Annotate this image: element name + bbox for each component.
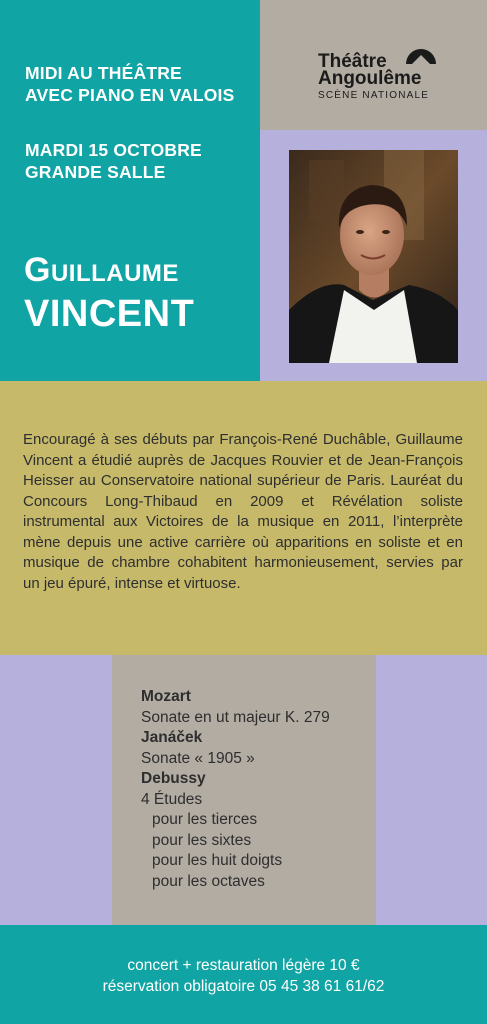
series-line-1: MIDI AU THÉÂTRE xyxy=(25,63,182,83)
series-title xyxy=(25,62,257,106)
artist-name xyxy=(24,248,256,336)
program-etude-item: pour les sixtes xyxy=(152,831,252,849)
logo-subtitle: SCÈNE NATIONALE xyxy=(318,90,430,101)
logo-name-line-2: Angoulême xyxy=(318,68,422,89)
footer-reservation: réservation obligatoire 05 45 38 61 61/62 xyxy=(102,978,385,995)
left-lavender-panel xyxy=(0,655,112,925)
program-work-debussy: 4 Études xyxy=(141,790,203,808)
footer-info xyxy=(0,955,487,997)
artist-last-name: VINCENT xyxy=(24,293,195,335)
program-etude-item: pour les octaves xyxy=(152,872,265,890)
artist-biography: Encouragé à ses débuts par François-René Duchâble, Guillaume Vincent a étudié auprès de Jacques Rouvier et de Jean-François Heisser au Conservatoire national supérieur de Paris. Lauréat du Concours Long-Thibaud en 2009 et Révélation soliste instrumental aux Victoires de la musique en 2011, l’interprète mène depuis une active carrière où apparitions en soliste et en musique de chambre cohabitent harmonieusement, servies par un jeu épuré, intense et virtuose. xyxy=(23,431,463,592)
right-lavender-panel xyxy=(376,655,487,925)
theatre-logo-icon xyxy=(404,38,438,68)
series-line-2: AVEC PIANO EN VALOIS xyxy=(25,85,235,105)
program-composer-janacek: Janáček xyxy=(141,729,203,746)
program-composer-mozart: Mozart xyxy=(141,688,191,705)
program-work-mozart: Sonate en ut majeur K. 279 xyxy=(141,708,330,726)
event-info xyxy=(25,139,257,183)
program-composer-debussy: Debussy xyxy=(141,770,206,787)
program-etude-item: pour les tierces xyxy=(152,811,258,828)
logo-name-line-1: Théâtre xyxy=(318,51,387,72)
portrait-photo xyxy=(289,150,458,363)
concert-program xyxy=(141,687,366,892)
event-date: MARDI 15 OCTOBRE xyxy=(25,140,202,160)
program-etude-item: pour les huit doigts xyxy=(152,852,283,869)
program-work-janacek: Sonate « 1905 » xyxy=(141,749,255,767)
event-venue: GRANDE SALLE xyxy=(25,162,166,182)
footer-price: concert + restauration légère 10 € xyxy=(127,957,360,974)
artist-first-name: Guillaume xyxy=(24,251,179,289)
theatre-logo xyxy=(318,38,458,108)
